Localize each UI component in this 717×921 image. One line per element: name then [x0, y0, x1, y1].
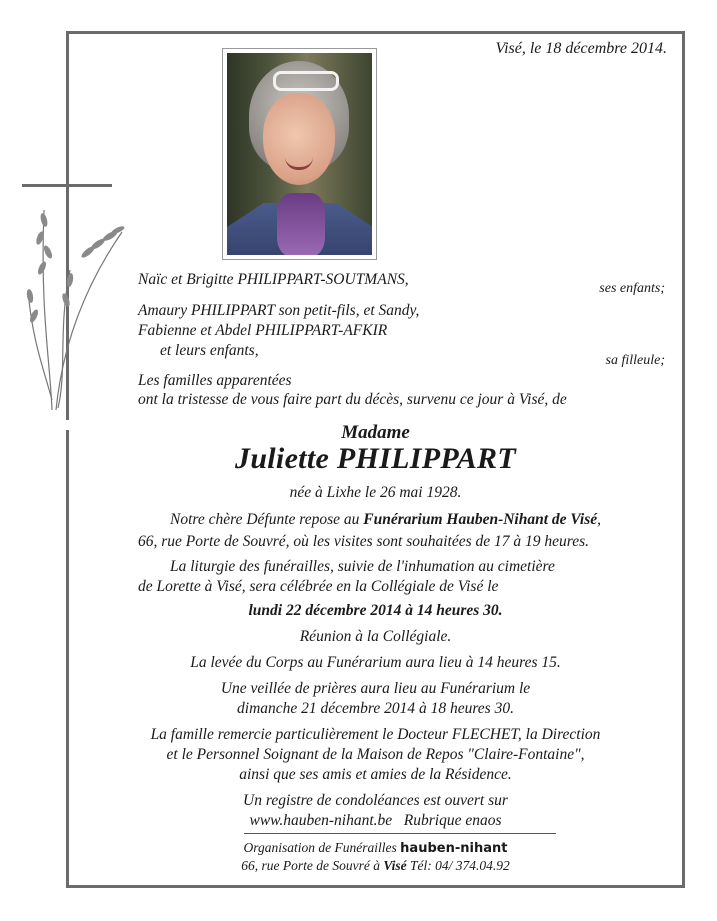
deceased-name: Juliette PHILIPPART	[235, 442, 516, 475]
liturgy-line-2: de Lorette à Visé, sera célébrée en la Collégiale de Visé le	[138, 578, 499, 595]
deceased-title: Madame	[341, 422, 410, 443]
birth-line: née à Lixhe le 26 mai 1928.	[289, 484, 462, 501]
rest-line-2: 66, rue Porte de Souvré, où les visites sont souhaitées de 17 à 19 heures.	[138, 533, 590, 550]
thanks-line-3: ainsi que ses amis et amies de la Résidence.	[239, 766, 512, 783]
vigil-line-2: dimanche 21 décembre 2014 à 18 heures 30.	[237, 700, 514, 717]
rest-line-1: Notre chère Défunte repose au Funérarium Hauben-Nihant de Visé,	[170, 511, 601, 528]
footer-address: 66, rue Porte de Souvré à Visé Tél: 04/ 374.04.92	[241, 858, 510, 873]
announcement-line: ont la tristesse de vous faire part du décès, survenu ce jour à Visé, de	[138, 391, 567, 408]
register-link[interactable]: www.hauben-nihant.be Rubrique enaos	[249, 812, 502, 829]
family-line-1: Naïc et Brigitte PHILIPPART-SOUTMANS,	[138, 271, 409, 288]
family-line-4: et leurs enfants,	[160, 342, 259, 359]
date-line: Visé, le 18 décembre 2014.	[495, 40, 667, 57]
portrait-photo	[222, 48, 377, 260]
vigil-line-1: Une veillée de prières aura lieu au Funérarium le	[220, 680, 531, 697]
family-line-2: Amaury PHILIPPART son petit-fils, et Sandy,	[138, 302, 420, 319]
cross-with-wheat-icon	[22, 140, 132, 420]
thanks-line-2: et le Personnel Soignant de la Maison de Repos "Claire-Fontaine",	[166, 746, 585, 763]
family-note-children: ses enfants;	[599, 281, 665, 296]
register-line-1: Un registre de condoléances est ouvert sur	[243, 792, 508, 809]
thanks-line-1: La famille remercie particulièrement le Docteur FLECHET, la Direction	[150, 726, 601, 743]
ceremony-date: lundi 22 décembre 2014 à 14 heures 30.	[248, 602, 503, 619]
footer-divider	[244, 833, 556, 834]
footer-organisation: Organisation de Funérailles hauben-nihant	[243, 840, 508, 856]
liturgy-line-1: La liturgie des funérailles, suivie de l'inhumation au cimetière	[170, 558, 555, 575]
family-line-3: Fabienne et Abdel PHILIPPART-AFKIR	[138, 322, 388, 339]
meeting-line: Réunion à la Collégiale.	[299, 628, 452, 645]
brand-logo: hauben-nihant	[400, 841, 508, 856]
family-line-5: Les familles apparentées	[138, 372, 292, 389]
procession-line: La levée du Corps au Funérarium aura lieu à 14 heures 15.	[190, 654, 561, 671]
family-note-goddaughter: sa filleule;	[605, 353, 665, 368]
